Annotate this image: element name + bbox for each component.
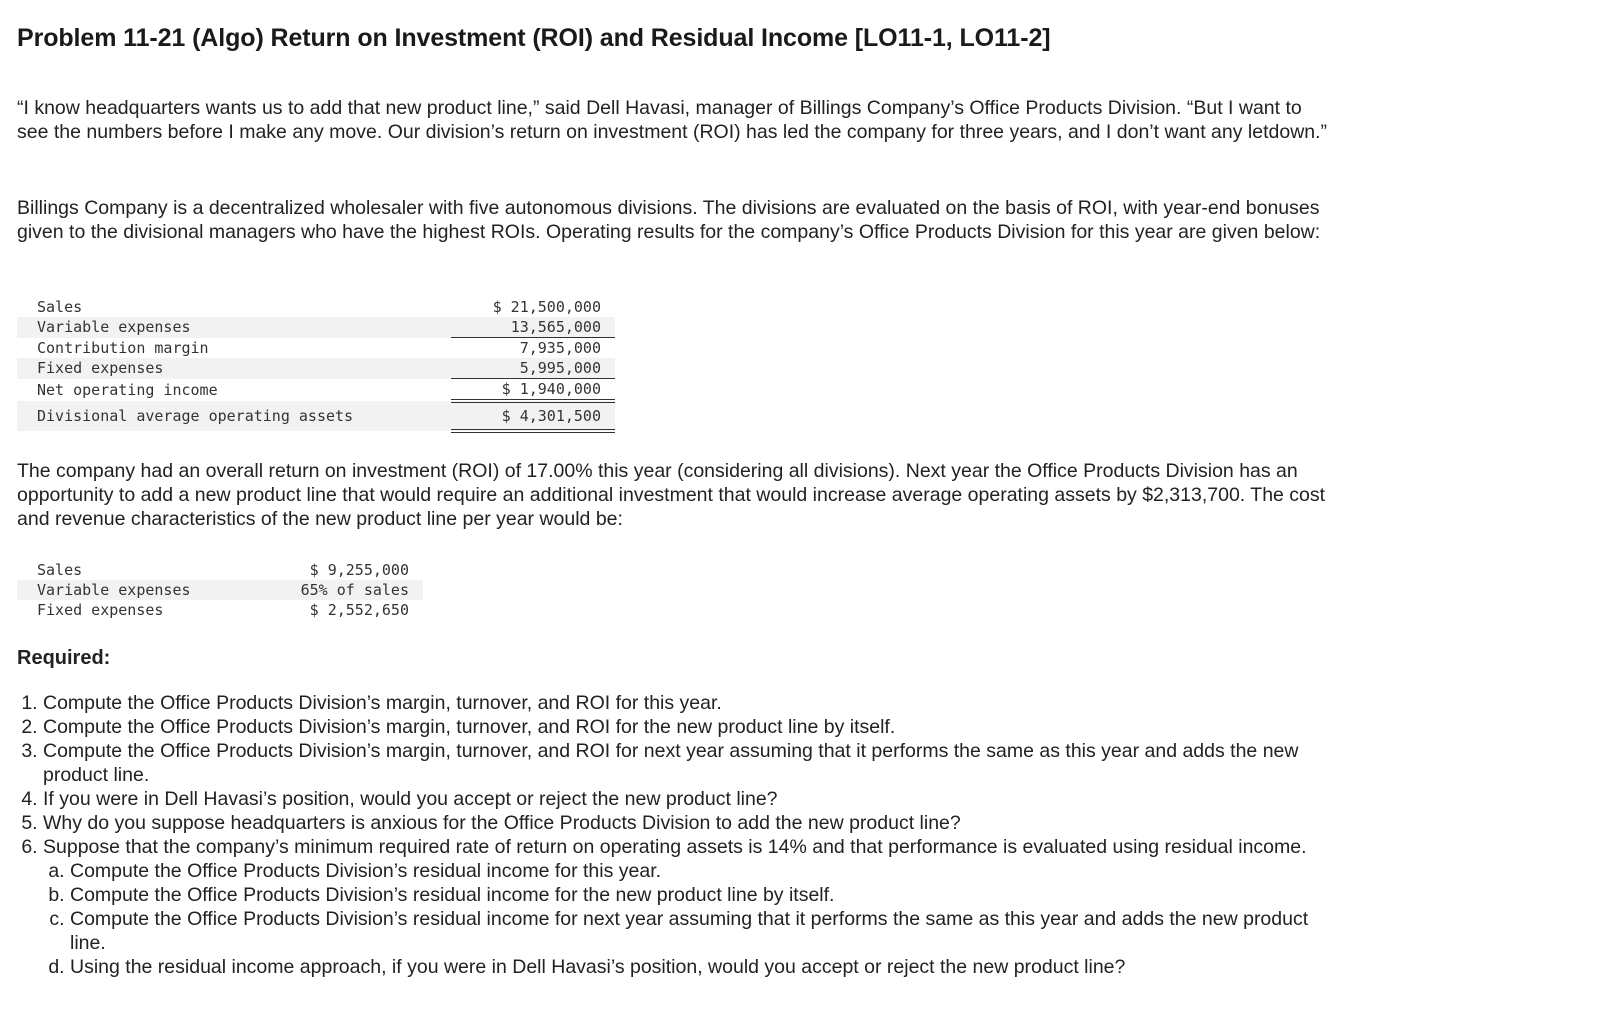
- list-item: 3. Compute the Office Products Division’s margin, turnover, and ROI for next year assuming that it performs the same as this year and adds the new product line.: [43, 739, 1343, 787]
- row-value: $ 21,500,000: [492, 298, 601, 316]
- row-label: Sales: [37, 298, 83, 316]
- table-row: [17, 317, 615, 338]
- row-label: Variable expenses: [17, 580, 291, 600]
- sub-list-item: a. Compute the Office Products Division’s residual income for this year.: [70, 859, 1343, 883]
- table-row: [17, 401, 615, 431]
- table-row: [17, 600, 423, 620]
- row-value: 65% of sales: [291, 580, 423, 600]
- table-row: [17, 379, 615, 402]
- intro-paragraph: “I know headquarters wants us to add that new product line,” said Dell Havasi, manager of Billings Company’s Office Products Division. “But I want to see the numbers before I make any move. Our division’s return on investment (ROI) has led the company for three years, and I don’t want any letdown.”: [17, 97, 1328, 143]
- list-item: 2. Compute the Office Products Division’s margin, turnover, and ROI for the new product line by itself.: [43, 715, 1343, 739]
- sub-list-item: c. Compute the Office Products Division’s residual income for next year assuming that it performs the same as this year and adds the new product line.: [70, 907, 1343, 955]
- new-product-paragraph: The company had an overall return on investment (ROI) of 17.00% this year (considering all divisions). Next year the Office Products Division has an opportunity to add a new product line that would require an additional investment that would increase average operating assets by $2,313,700. The cost and revenue characteristics of the new product line per year would be:: [17, 460, 1326, 530]
- row-value: $ 1,940,000: [451, 379, 615, 402]
- required-heading: Required:: [17, 647, 111, 669]
- problem-title: Problem 11-21 (Algo) Return on Investment (ROI) and Residual Income [LO11-1, LO11-2]: [17, 24, 1051, 52]
- required-list: [0, 691, 1343, 979]
- question-text: Suppose that the company’s minimum required rate of return on operating assets is 14% and that performance is evaluated using residual income.: [43, 836, 1307, 858]
- table-row: [17, 297, 615, 317]
- operating-results-table: [17, 297, 615, 433]
- table-row: [17, 338, 615, 359]
- row-value: 5,995,000: [451, 358, 615, 379]
- new-product-line-table: [17, 560, 423, 620]
- row-value: 13,565,000: [451, 317, 615, 338]
- list-item: 5. Why do you suppose headquarters is anxious for the Office Products Division to add the new product line?: [43, 811, 1343, 835]
- company-paragraph: Billings Company is a decentralized wholesaler with five autonomous divisions. The divisions are evaluated on the basis of ROI, with year-end bonuses given to the divisional managers who have the highest ROIs. Operating results for the company’s Office Products Division for this year are given below:: [17, 197, 1321, 243]
- list-item: 1. Compute the Office Products Division’s margin, turnover, and ROI for this year.: [43, 691, 1343, 715]
- sub-list-item: d. Using the residual income approach, if you were in Dell Havasi’s position, would you accept or reject the new product line?: [70, 955, 1343, 979]
- row-label: Fixed expenses: [37, 601, 164, 619]
- row-value: $ 2,552,650: [309, 601, 409, 619]
- table-row: [17, 580, 423, 600]
- row-value: 7,935,000: [519, 339, 601, 357]
- sub-question-list: [43, 859, 1343, 979]
- row-label: Fixed expenses: [17, 358, 451, 379]
- row-label: Divisional average operating assets: [17, 401, 451, 431]
- row-value: $ 4,301,500: [451, 401, 615, 431]
- table-row: [17, 358, 615, 379]
- row-value: $ 9,255,000: [309, 561, 409, 579]
- row-label: Net operating income: [37, 380, 218, 399]
- list-item: [43, 835, 1343, 979]
- row-label: Contribution margin: [37, 338, 209, 357]
- row-label: Sales: [37, 561, 83, 579]
- row-label: Variable expenses: [17, 317, 451, 338]
- list-item: 4. If you were in Dell Havasi’s position, would you accept or reject the new product line?: [43, 787, 1343, 811]
- sub-list-item: b. Compute the Office Products Division’s residual income for the new product line by itself.: [70, 883, 1343, 907]
- table-row: [17, 560, 423, 580]
